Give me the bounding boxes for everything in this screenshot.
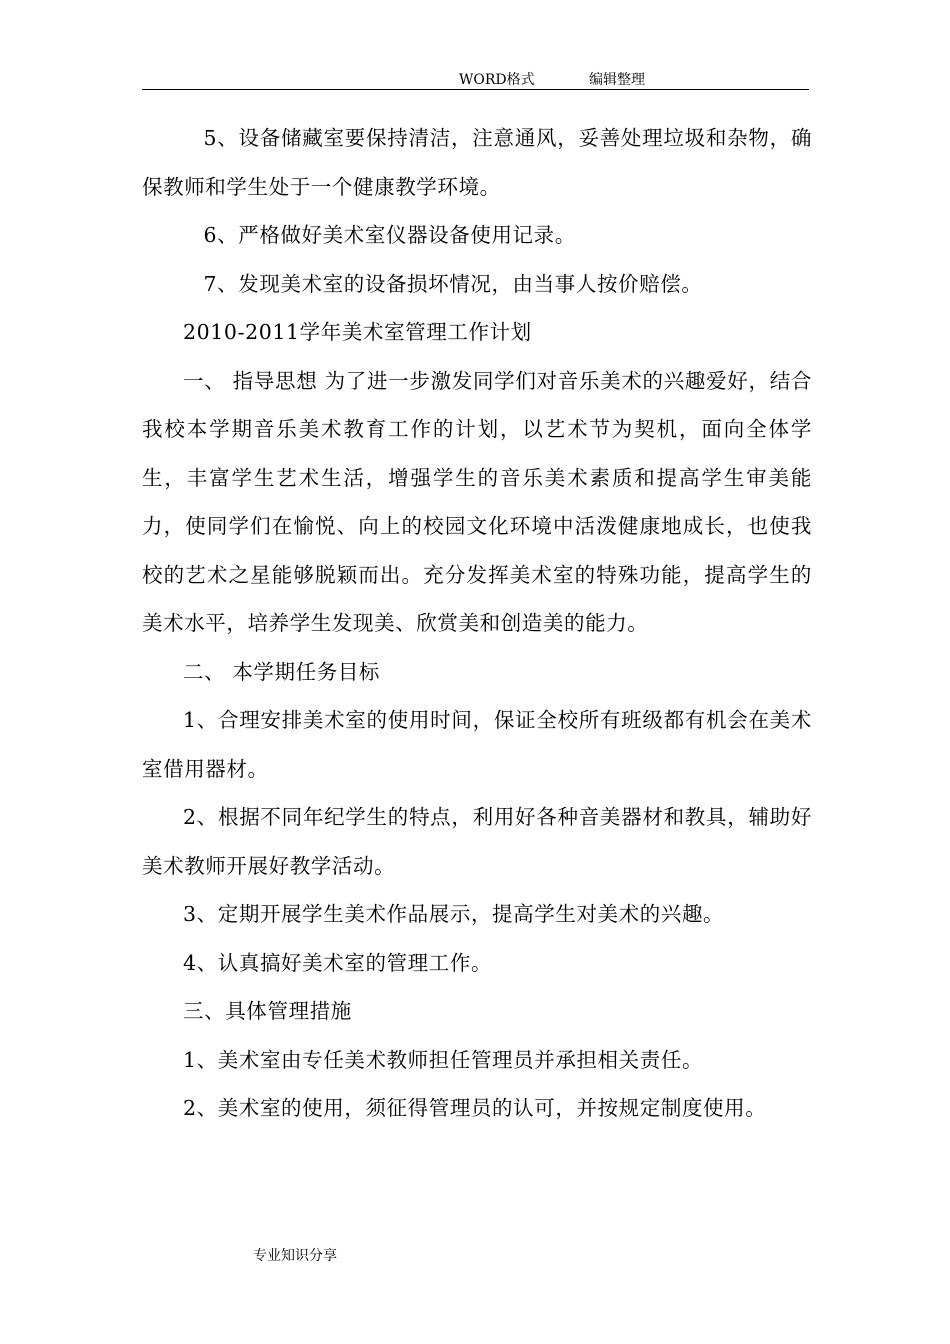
- section-heading-measures: 三、具体管理措施: [183, 999, 352, 1023]
- goal-item-3: 3、定期开展学生美术作品展示，提高学生对美术的兴趣。: [183, 902, 725, 926]
- paragraph-item-6: 6、严格做好美术室仪器设备使用记录。: [203, 223, 576, 247]
- header-edit-label: 编辑整理: [589, 72, 645, 88]
- section-heading-goals: 二、 本学期任务目标: [183, 659, 381, 684]
- section-guiding-thought: 一、 指导思想 为了进一步激发同学们对音乐美术的兴趣爱好，结合我校本学期音乐美术教育工作的计划，以艺术节为契机，面向全体学生，丰富学生艺术生活，增强学生的音乐美术素质和提高学生审美能力，使同学们在愉悦、向上的校园文化环境中活泼健康地成长，也使我校的艺术之星能够脱颖而出。充分发挥美术室的特殊功能，提高学生的美术水平，培养学生发现美、欣赏美和创造美的能力。: [142, 368, 812, 635]
- paragraph-item-5: 5、设备储藏室要保持清洁，注意通风，妥善处理垃圾和杂物，确保教师和学生处于一个健康教学环境。: [142, 126, 812, 199]
- page-header: [142, 70, 809, 90]
- goal-item-1: 1、合理安排美术室的使用时间，保证全校所有班级都有机会在美术室借用器材。: [142, 708, 812, 781]
- plan-title: 2010-2011学年美术室管理工作计划: [183, 320, 532, 344]
- goal-item-2: 2、根据不同年纪学生的特点，利用好各种音美器材和教具，辅助好美术教师开展好教学活动。: [142, 805, 812, 878]
- document-body: [142, 114, 812, 1133]
- goal-item-4: 4、认真搞好美术室的管理工作。: [183, 950, 493, 975]
- paragraph-item-7: 7、发现美术室的设备损坏情况，由当事人按价赔偿。: [203, 271, 703, 296]
- page-footer: 专业知识分享: [253, 1248, 337, 1264]
- measure-item-1: 1、美术室由专任美术教师担任管理员并承担相关责任。: [183, 1047, 704, 1072]
- measure-item-2: 2、美术室的使用，须征得管理员的认可，并按规定制度使用。: [183, 1096, 767, 1120]
- header-format-label: WORD格式: [459, 72, 535, 88]
